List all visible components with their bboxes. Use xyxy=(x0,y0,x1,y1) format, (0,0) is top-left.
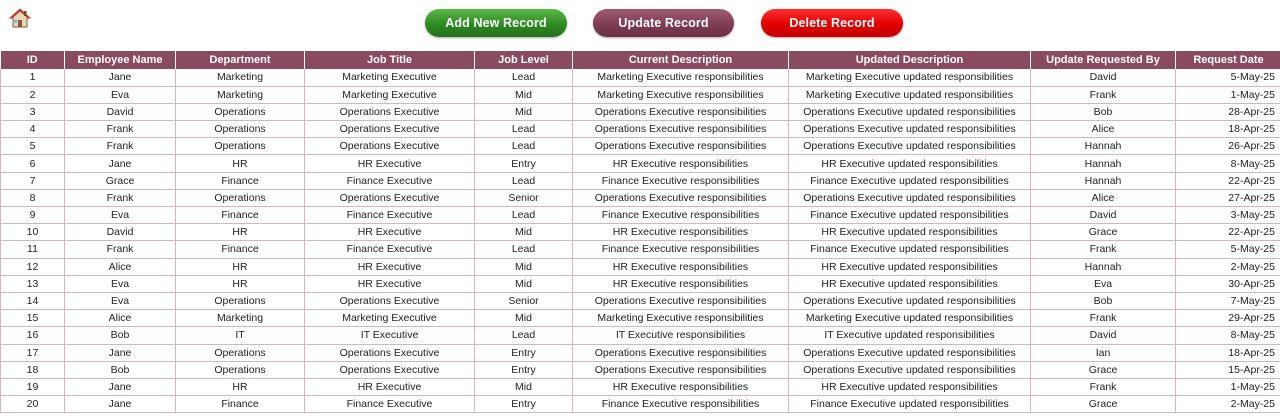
table-row[interactable] xyxy=(1,344,1280,361)
table-row[interactable] xyxy=(1,189,1280,206)
cell-employee-name[interactable]: Eva xyxy=(65,292,176,309)
header-job-title[interactable]: Job Title xyxy=(305,51,475,69)
cell-request-date[interactable]: 29-Apr-25 xyxy=(1176,310,1280,327)
table-row[interactable] xyxy=(1,207,1280,224)
cell-updated-description[interactable]: Operations Executive updated responsibilities xyxy=(789,138,1031,155)
cell-updated-description[interactable]: Operations Executive updated responsibilities xyxy=(789,103,1031,120)
cell-current-description[interactable]: Operations Executive responsibilities xyxy=(573,138,789,155)
cell-id[interactable]: 5 xyxy=(1,138,65,155)
cell-employee-name[interactable]: Bob xyxy=(65,327,176,344)
cell-employee-name[interactable]: David xyxy=(65,103,176,120)
cell-update-requested-by[interactable]: Bob xyxy=(1031,292,1176,309)
cell-request-date[interactable]: 8-May-25 xyxy=(1176,155,1280,172)
cell-department[interactable]: Operations xyxy=(176,103,305,120)
cell-job-level[interactable]: Mid xyxy=(475,86,573,103)
table-row[interactable] xyxy=(1,292,1280,309)
table-row[interactable] xyxy=(1,138,1280,155)
cell-job-level[interactable]: Senior xyxy=(475,292,573,309)
cell-department[interactable]: Operations xyxy=(176,344,305,361)
cell-id[interactable]: 7 xyxy=(1,172,65,189)
table-row[interactable] xyxy=(1,172,1280,189)
header-current-description[interactable]: Current Description xyxy=(573,51,789,69)
cell-job-level[interactable]: Entry xyxy=(475,396,573,413)
cell-updated-description[interactable]: Operations Executive updated responsibilities xyxy=(789,344,1031,361)
cell-id[interactable]: 8 xyxy=(1,189,65,206)
cell-updated-description[interactable]: HR Executive updated responsibilities xyxy=(789,275,1031,292)
cell-id[interactable]: 11 xyxy=(1,241,65,258)
table-row[interactable] xyxy=(1,361,1280,378)
records-table xyxy=(0,51,1280,413)
header-id[interactable]: ID xyxy=(1,51,65,69)
cell-employee-name[interactable]: Jane xyxy=(65,396,176,413)
cell-department[interactable]: Marketing xyxy=(176,69,305,86)
cell-job-level[interactable]: Mid xyxy=(475,258,573,275)
cell-request-date[interactable]: 27-Apr-25 xyxy=(1176,189,1280,206)
cell-update-requested-by[interactable]: Ian xyxy=(1031,344,1176,361)
cell-employee-name[interactable]: Frank xyxy=(65,189,176,206)
cell-employee-name[interactable]: Alice xyxy=(65,310,176,327)
cell-update-requested-by[interactable]: Frank xyxy=(1031,241,1176,258)
cell-update-requested-by[interactable]: David xyxy=(1031,69,1176,86)
cell-updated-description[interactable]: Operations Executive updated responsibilities xyxy=(789,121,1031,138)
cell-request-date[interactable]: 3-May-25 xyxy=(1176,207,1280,224)
cell-employee-name[interactable]: David xyxy=(65,224,176,241)
cell-update-requested-by[interactable]: Hannah xyxy=(1031,138,1176,155)
cell-updated-description[interactable]: Finance Executive updated responsibilities xyxy=(789,241,1031,258)
cell-current-description[interactable]: HR Executive responsibilities xyxy=(573,378,789,395)
cell-job-level[interactable]: Entry xyxy=(475,361,573,378)
cell-request-date[interactable]: 8-May-25 xyxy=(1176,327,1280,344)
cell-updated-description[interactable]: Marketing Executive updated responsibilities xyxy=(789,69,1031,86)
table-row[interactable] xyxy=(1,378,1280,395)
cell-department[interactable]: HR xyxy=(176,155,305,172)
cell-request-date[interactable]: 15-Apr-25 xyxy=(1176,361,1280,378)
update-record-button[interactable]: Update Record xyxy=(593,9,734,37)
table-header-row xyxy=(1,51,1280,69)
cell-job-title[interactable]: HR Executive xyxy=(305,224,475,241)
cell-employee-name[interactable]: Jane xyxy=(65,69,176,86)
cell-request-date[interactable]: 22-Apr-25 xyxy=(1176,224,1280,241)
cell-job-level[interactable]: Lead xyxy=(475,138,573,155)
cell-update-requested-by[interactable]: Bob xyxy=(1031,103,1176,120)
cell-current-description[interactable]: Finance Executive responsibilities xyxy=(573,207,789,224)
cell-updated-description[interactable]: Operations Executive updated responsibilities xyxy=(789,292,1031,309)
cell-job-level[interactable]: Lead xyxy=(475,207,573,224)
cell-employee-name[interactable]: Alice xyxy=(65,258,176,275)
cell-update-requested-by[interactable]: Frank xyxy=(1031,310,1176,327)
cell-job-level[interactable]: Entry xyxy=(475,155,573,172)
cell-update-requested-by[interactable]: Eva xyxy=(1031,275,1176,292)
cell-current-description[interactable]: HR Executive responsibilities xyxy=(573,155,789,172)
cell-employee-name[interactable]: Eva xyxy=(65,86,176,103)
cell-id[interactable]: 19 xyxy=(1,378,65,395)
table-row[interactable] xyxy=(1,396,1280,413)
cell-employee-name[interactable]: Bob xyxy=(65,361,176,378)
cell-current-description[interactable]: Marketing Executive responsibilities xyxy=(573,69,789,86)
table-row[interactable] xyxy=(1,86,1280,103)
cell-request-date[interactable]: 22-Apr-25 xyxy=(1176,172,1280,189)
cell-update-requested-by[interactable]: Alice xyxy=(1031,189,1176,206)
cell-employee-name[interactable]: Jane xyxy=(65,155,176,172)
cell-id[interactable]: 18 xyxy=(1,361,65,378)
cell-job-title[interactable]: Operations Executive xyxy=(305,103,475,120)
cell-department[interactable]: HR xyxy=(176,275,305,292)
cell-id[interactable]: 15 xyxy=(1,310,65,327)
cell-department[interactable]: Finance xyxy=(176,172,305,189)
cell-request-date[interactable]: 18-Apr-25 xyxy=(1176,121,1280,138)
cell-current-description[interactable]: HR Executive responsibilities xyxy=(573,275,789,292)
cell-update-requested-by[interactable]: David xyxy=(1031,207,1176,224)
cell-updated-description[interactable]: Marketing Executive updated responsibilities xyxy=(789,310,1031,327)
cell-job-title[interactable]: Finance Executive xyxy=(305,207,475,224)
cell-job-title[interactable]: Finance Executive xyxy=(305,396,475,413)
cell-job-level[interactable]: Lead xyxy=(475,241,573,258)
table-row[interactable] xyxy=(1,121,1280,138)
cell-request-date[interactable]: 30-Apr-25 xyxy=(1176,275,1280,292)
cell-employee-name[interactable]: Eva xyxy=(65,207,176,224)
cell-updated-description[interactable]: Marketing Executive updated responsibilities xyxy=(789,86,1031,103)
cell-job-level[interactable]: Mid xyxy=(475,103,573,120)
cell-department[interactable]: Operations xyxy=(176,361,305,378)
cell-request-date[interactable]: 7-May-25 xyxy=(1176,292,1280,309)
cell-update-requested-by[interactable]: Grace xyxy=(1031,396,1176,413)
cell-employee-name[interactable]: Jane xyxy=(65,344,176,361)
cell-current-description[interactable]: Marketing Executive responsibilities xyxy=(573,86,789,103)
cell-job-title[interactable]: IT Executive xyxy=(305,327,475,344)
cell-current-description[interactable]: HR Executive responsibilities xyxy=(573,224,789,241)
cell-request-date[interactable]: 28-Apr-25 xyxy=(1176,103,1280,120)
cell-updated-description[interactable]: Operations Executive updated responsibilities xyxy=(789,189,1031,206)
cell-updated-description[interactable]: HR Executive updated responsibilities xyxy=(789,155,1031,172)
cell-request-date[interactable]: 26-Apr-25 xyxy=(1176,138,1280,155)
cell-update-requested-by[interactable]: Hannah xyxy=(1031,258,1176,275)
cell-current-description[interactable]: Finance Executive responsibilities xyxy=(573,172,789,189)
cell-updated-description[interactable]: Finance Executive updated responsibilities xyxy=(789,172,1031,189)
cell-update-requested-by[interactable]: Frank xyxy=(1031,378,1176,395)
cell-request-date[interactable]: 1-May-25 xyxy=(1176,86,1280,103)
toolbar xyxy=(0,0,1280,50)
cell-request-date[interactable]: 18-Apr-25 xyxy=(1176,344,1280,361)
table-body xyxy=(1,69,1280,413)
cell-job-title[interactable]: Operations Executive xyxy=(305,189,475,206)
cell-updated-description[interactable]: Finance Executive updated responsibilities xyxy=(789,396,1031,413)
cell-department[interactable]: Operations xyxy=(176,138,305,155)
cell-current-description[interactable]: Marketing Executive responsibilities xyxy=(573,310,789,327)
header-request-date[interactable]: Request Date xyxy=(1176,51,1280,69)
cell-job-title[interactable]: Finance Executive xyxy=(305,241,475,258)
table-row[interactable] xyxy=(1,275,1280,292)
cell-id[interactable]: 3 xyxy=(1,103,65,120)
cell-update-requested-by[interactable]: Alice xyxy=(1031,121,1176,138)
cell-department[interactable]: HR xyxy=(176,258,305,275)
cell-job-title[interactable]: Finance Executive xyxy=(305,172,475,189)
cell-job-level[interactable]: Mid xyxy=(475,378,573,395)
header-update-requested-by[interactable]: Update Requested By xyxy=(1031,51,1176,69)
cell-department[interactable]: IT xyxy=(176,327,305,344)
table-row[interactable] xyxy=(1,241,1280,258)
cell-department[interactable]: Operations xyxy=(176,189,305,206)
cell-current-description[interactable]: Finance Executive responsibilities xyxy=(573,241,789,258)
cell-id[interactable]: 20 xyxy=(1,396,65,413)
cell-department[interactable]: HR xyxy=(176,378,305,395)
cell-department[interactable]: HR xyxy=(176,224,305,241)
cell-employee-name[interactable]: Frank xyxy=(65,138,176,155)
table-row[interactable] xyxy=(1,103,1280,120)
cell-current-description[interactable]: Operations Executive responsibilities xyxy=(573,344,789,361)
table-row[interactable] xyxy=(1,327,1280,344)
cell-current-description[interactable]: Operations Executive responsibilities xyxy=(573,189,789,206)
cell-job-title[interactable]: HR Executive xyxy=(305,258,475,275)
cell-update-requested-by[interactable]: Hannah xyxy=(1031,172,1176,189)
cell-current-description[interactable]: Operations Executive responsibilities xyxy=(573,103,789,120)
cell-updated-description[interactable]: Operations Executive updated responsibilities xyxy=(789,361,1031,378)
cell-request-date[interactable]: 1-May-25 xyxy=(1176,378,1280,395)
cell-employee-name[interactable]: Eva xyxy=(65,275,176,292)
cell-update-requested-by[interactable]: Grace xyxy=(1031,361,1176,378)
cell-current-description[interactable]: Operations Executive responsibilities xyxy=(573,121,789,138)
delete-record-button[interactable]: Delete Record xyxy=(761,9,903,37)
cell-id[interactable]: 2 xyxy=(1,86,65,103)
cell-updated-description[interactable]: HR Executive updated responsibilities xyxy=(789,224,1031,241)
cell-id[interactable]: 4 xyxy=(1,121,65,138)
cell-id[interactable]: 9 xyxy=(1,207,65,224)
cell-updated-description[interactable]: Finance Executive updated responsibilities xyxy=(789,207,1031,224)
cell-job-level[interactable]: Mid xyxy=(475,224,573,241)
table-row[interactable] xyxy=(1,258,1280,275)
table-row[interactable] xyxy=(1,310,1280,327)
cell-job-level[interactable]: Mid xyxy=(475,275,573,292)
cell-request-date[interactable]: 2-May-25 xyxy=(1176,258,1280,275)
cell-job-title[interactable]: HR Executive xyxy=(305,378,475,395)
cell-updated-description[interactable]: HR Executive updated responsibilities xyxy=(789,378,1031,395)
cell-id[interactable]: 13 xyxy=(1,275,65,292)
cell-job-title[interactable]: Marketing Executive xyxy=(305,310,475,327)
header-employee-name[interactable]: Employee Name xyxy=(65,51,176,69)
cell-job-title[interactable]: Operations Executive xyxy=(305,138,475,155)
cell-job-title[interactable]: HR Executive xyxy=(305,155,475,172)
cell-job-title[interactable]: Operations Executive xyxy=(305,361,475,378)
cell-request-date[interactable]: 5-May-25 xyxy=(1176,69,1280,86)
cell-id[interactable]: 1 xyxy=(1,69,65,86)
cell-id[interactable]: 16 xyxy=(1,327,65,344)
cell-update-requested-by[interactable]: Grace xyxy=(1031,224,1176,241)
add-new-record-button[interactable]: Add New Record xyxy=(425,9,567,37)
cell-update-requested-by[interactable]: Hannah xyxy=(1031,155,1176,172)
cell-update-requested-by[interactable]: Frank xyxy=(1031,86,1176,103)
cell-job-level[interactable]: Lead xyxy=(475,327,573,344)
cell-current-description[interactable]: Operations Executive responsibilities xyxy=(573,361,789,378)
cell-department[interactable]: Finance xyxy=(176,396,305,413)
home-icon[interactable] xyxy=(9,8,31,28)
cell-request-date[interactable]: 5-May-25 xyxy=(1176,241,1280,258)
cell-job-title[interactable]: Marketing Executive xyxy=(305,86,475,103)
cell-current-description[interactable]: Finance Executive responsibilities xyxy=(573,396,789,413)
cell-updated-description[interactable]: HR Executive updated responsibilities xyxy=(789,258,1031,275)
cell-id[interactable]: 12 xyxy=(1,258,65,275)
cell-job-level[interactable]: Entry xyxy=(475,344,573,361)
cell-job-title[interactable]: Operations Executive xyxy=(305,344,475,361)
cell-job-level[interactable]: Lead xyxy=(475,69,573,86)
cell-job-level[interactable]: Senior xyxy=(475,189,573,206)
cell-current-description[interactable]: IT Executive responsibilities xyxy=(573,327,789,344)
table-row[interactable] xyxy=(1,224,1280,241)
cell-job-title[interactable]: HR Executive xyxy=(305,275,475,292)
cell-id[interactable]: 6 xyxy=(1,155,65,172)
cell-id[interactable]: 17 xyxy=(1,344,65,361)
cell-department[interactable]: Marketing xyxy=(176,86,305,103)
cell-job-level[interactable]: Lead xyxy=(475,172,573,189)
cell-department[interactable]: Marketing xyxy=(176,310,305,327)
cell-employee-name[interactable]: Frank xyxy=(65,241,176,258)
cell-employee-name[interactable]: Grace xyxy=(65,172,176,189)
cell-job-title[interactable]: Operations Executive xyxy=(305,292,475,309)
cell-job-level[interactable]: Mid xyxy=(475,310,573,327)
cell-request-date[interactable]: 2-May-25 xyxy=(1176,396,1280,413)
cell-department[interactable]: Finance xyxy=(176,241,305,258)
cell-current-description[interactable]: HR Executive responsibilities xyxy=(573,258,789,275)
header-updated-description[interactable]: Updated Description xyxy=(789,51,1031,69)
cell-department[interactable]: Finance xyxy=(176,207,305,224)
cell-job-title[interactable]: Marketing Executive xyxy=(305,69,475,86)
cell-job-title[interactable]: Operations Executive xyxy=(305,121,475,138)
cell-department[interactable]: Operations xyxy=(176,121,305,138)
cell-current-description[interactable]: Operations Executive responsibilities xyxy=(573,292,789,309)
cell-employee-name[interactable]: Frank xyxy=(65,121,176,138)
cell-employee-name[interactable]: Jane xyxy=(65,378,176,395)
header-job-level[interactable]: Job Level xyxy=(475,51,573,69)
table-row[interactable] xyxy=(1,69,1280,86)
cell-id[interactable]: 10 xyxy=(1,224,65,241)
header-department[interactable]: Department xyxy=(176,51,305,69)
cell-updated-description[interactable]: IT Executive updated responsibilities xyxy=(789,327,1031,344)
cell-update-requested-by[interactable]: David xyxy=(1031,327,1176,344)
table-row[interactable] xyxy=(1,155,1280,172)
cell-department[interactable]: Operations xyxy=(176,292,305,309)
cell-id[interactable]: 14 xyxy=(1,292,65,309)
cell-job-level[interactable]: Lead xyxy=(475,121,573,138)
